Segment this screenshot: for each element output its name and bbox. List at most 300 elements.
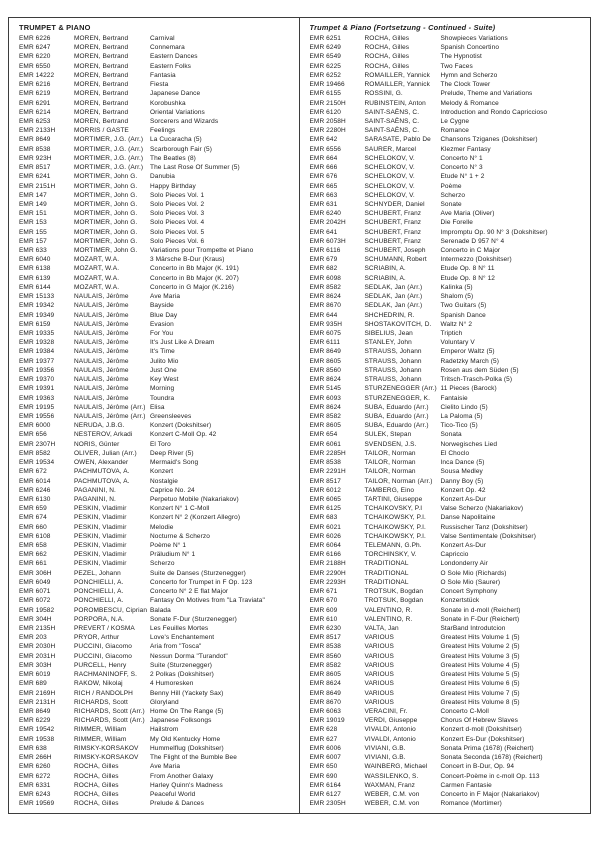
emr-number: EMR 8517 bbox=[309, 477, 342, 485]
emr-number: EMR 8582 bbox=[309, 661, 342, 669]
composer-name: NAULAIS, Jérôme bbox=[74, 385, 129, 393]
catalog-row bbox=[300, 624, 591, 633]
catalog-row bbox=[300, 135, 591, 144]
emr-number: EMR 19195 bbox=[19, 403, 55, 411]
composer-name: TROTSUK, Bogdan bbox=[364, 597, 424, 605]
piece-title: La Cucaracha (5) bbox=[150, 136, 202, 144]
piece-title: Evasion bbox=[150, 320, 174, 328]
piece-title: It's Just Like A Dream bbox=[150, 339, 215, 347]
catalog-row bbox=[9, 403, 299, 412]
piece-title: Hailstrom bbox=[150, 726, 179, 734]
composer-name: SCHELOKOV, V. bbox=[364, 173, 415, 181]
catalog-row bbox=[9, 477, 299, 486]
piece-title: Bayside bbox=[150, 302, 174, 310]
catalog-row bbox=[9, 80, 299, 89]
emr-number: EMR 2030H bbox=[19, 643, 56, 651]
catalog-row bbox=[300, 652, 591, 661]
piece-title: Sonata Seconda (1678) (Reichert) bbox=[440, 754, 543, 762]
composer-name: MORTIMER, John G. bbox=[74, 228, 138, 236]
composer-name: NAULAIS, Jérôme bbox=[74, 311, 129, 319]
catalog-row bbox=[9, 311, 299, 320]
emr-number: EMR 6116 bbox=[309, 247, 341, 255]
piece-title: Blue Day bbox=[150, 311, 178, 319]
emr-number: EMR 14222 bbox=[19, 71, 55, 79]
composer-name: VALENTINO, R. bbox=[364, 606, 413, 614]
composer-name: MORTIMER, J.G. (Arr.) bbox=[74, 136, 144, 144]
piece-title: Ave Maria bbox=[150, 293, 181, 301]
composer-name: ROCHA, Gilles bbox=[364, 35, 410, 42]
composer-name: ROSSINI, G. bbox=[364, 90, 403, 98]
composer-name: TAMBERG, Eino bbox=[364, 486, 415, 494]
catalog-row bbox=[9, 329, 299, 338]
catalog-row bbox=[9, 237, 299, 246]
piece-title: Sonate F-Dur (Sturzenegger) bbox=[150, 615, 237, 623]
catalog-row bbox=[300, 642, 591, 651]
composer-name: PEZEL, Johann bbox=[74, 569, 121, 577]
composer-name: SCHUMANN, Robert bbox=[364, 256, 427, 264]
catalog-row bbox=[300, 762, 591, 771]
composer-name: PESKIN, Vladimir bbox=[74, 542, 127, 550]
emr-number: EMR 8538 bbox=[309, 643, 342, 651]
catalog-row bbox=[9, 486, 299, 495]
piece-title: Melody & Romance bbox=[440, 99, 499, 107]
catalog-row bbox=[300, 191, 591, 200]
catalog-row bbox=[300, 403, 591, 412]
piece-title: Konzert As-Dur bbox=[440, 495, 486, 503]
emr-number: EMR 662 bbox=[19, 551, 47, 559]
piece-title: Concert in B-Dur, Op. 94 bbox=[440, 763, 515, 771]
piece-title: Präludium N° 1 bbox=[150, 551, 196, 559]
catalog-row bbox=[300, 550, 591, 559]
composer-name: SCHELOKOV, V. bbox=[364, 182, 415, 190]
emr-number: EMR 19391 bbox=[19, 385, 55, 393]
catalog-row bbox=[9, 228, 299, 237]
catalog-row bbox=[300, 52, 591, 61]
catalog-row bbox=[300, 163, 591, 172]
composer-name: RICHARDS, Scott (Arr.) bbox=[74, 707, 145, 715]
emr-number: EMR 6064 bbox=[309, 542, 342, 550]
piece-title: Key West bbox=[150, 376, 179, 384]
catalog-row bbox=[300, 430, 591, 439]
piece-title: Tico-Tico (5) bbox=[440, 422, 478, 430]
composer-name: SCHUBERT, Franz bbox=[364, 210, 422, 218]
catalog-row bbox=[9, 172, 299, 181]
emr-number: EMR 679 bbox=[309, 256, 338, 264]
emr-number: EMR 674 bbox=[19, 514, 47, 522]
composer-name: SCHNYDER, Daniel bbox=[364, 200, 425, 208]
piece-title: Concerto N° 1 bbox=[440, 154, 483, 162]
emr-number: EMR 6098 bbox=[309, 274, 342, 282]
emr-number: EMR 6021 bbox=[309, 523, 342, 531]
catalog-row bbox=[9, 191, 299, 200]
catalog-row bbox=[300, 394, 591, 403]
composer-name: PESKIN, Vladimir bbox=[74, 514, 127, 522]
composer-name: NAULAIS, Jérôme (Arr.) bbox=[74, 403, 146, 411]
emr-number: EMR 6065 bbox=[309, 495, 342, 503]
catalog-row bbox=[300, 89, 591, 98]
emr-number: EMR 2305H bbox=[309, 800, 346, 808]
composer-name: MORTIMER, John G. bbox=[74, 200, 138, 208]
composer-name: RIMSKY-KORSAKOV bbox=[74, 754, 139, 762]
piece-title: Julito Mio bbox=[150, 357, 179, 365]
emr-number: EMR 6550 bbox=[19, 62, 51, 70]
piece-title: Home On The Range (5) bbox=[150, 707, 224, 715]
piece-title: Happy Birthday bbox=[150, 182, 196, 190]
piece-title: Greatest Hits Volume 4 (5) bbox=[440, 661, 520, 669]
catalog-row bbox=[9, 689, 299, 698]
emr-number: EMR 2131H bbox=[19, 698, 56, 706]
composer-name: MOREN, Bertrand bbox=[74, 81, 129, 89]
composer-name: VIVALDI, Antonio bbox=[364, 726, 416, 734]
piece-title: Concert Symphony bbox=[440, 588, 498, 596]
emr-number: EMR 19019 bbox=[309, 717, 345, 725]
piece-title: Elisa bbox=[150, 403, 165, 411]
emr-number: EMR 663 bbox=[309, 191, 338, 199]
piece-title: La Paloma (5) bbox=[440, 412, 483, 420]
composer-name: PESKIN, Vladimir bbox=[74, 551, 127, 559]
emr-number: EMR 19356 bbox=[19, 366, 55, 374]
catalog-row bbox=[300, 449, 591, 458]
composer-name: MORTIMER, J.G. (Arr.) bbox=[74, 164, 144, 172]
emr-number: EMR 631 bbox=[309, 200, 338, 208]
piece-title: Sonate in d-moll (Reichert) bbox=[440, 606, 521, 614]
catalog-row bbox=[300, 172, 591, 181]
catalog-row bbox=[300, 71, 591, 80]
catalog-row bbox=[9, 99, 299, 108]
composer-name: VERDI, Giuseppe bbox=[364, 717, 418, 725]
piece-title: Prelude & Dances bbox=[150, 800, 204, 808]
piece-title: Scherzo bbox=[150, 560, 175, 568]
emr-number: EMR 689 bbox=[19, 680, 47, 688]
emr-number: EMR 8624 bbox=[309, 293, 342, 301]
composer-name: NAULAIS, Jérôme bbox=[74, 293, 129, 301]
composer-name: ROCHA, Gilles bbox=[74, 800, 119, 808]
composer-name: NAULAIS, Jérôme bbox=[74, 357, 129, 365]
piece-title: Melodie bbox=[150, 523, 174, 531]
emr-number: EMR 6012 bbox=[309, 486, 342, 494]
piece-title: Inca Dance (5) bbox=[440, 459, 485, 467]
piece-title: Deep River (5) bbox=[150, 449, 194, 457]
piece-title: 4 Humoresken bbox=[150, 680, 194, 688]
piece-title: Concerto in Bb Major (K. 207) bbox=[150, 274, 239, 282]
piece-title: Radetzky March (5) bbox=[440, 357, 500, 365]
emr-number: EMR 658 bbox=[19, 542, 47, 550]
piece-title: The Hypnotist bbox=[440, 53, 482, 61]
piece-title: Carnival bbox=[150, 35, 175, 42]
catalog-row bbox=[9, 34, 299, 43]
emr-number: EMR 6164 bbox=[309, 781, 342, 789]
composer-name: SCRIABIN, A. bbox=[364, 265, 406, 273]
emr-number: EMR 266H bbox=[19, 754, 52, 762]
catalog-row bbox=[9, 550, 299, 559]
composer-name: ROCHA, Gilles bbox=[74, 790, 119, 798]
catalog-row bbox=[9, 154, 299, 163]
piece-title: Love's Enchantement bbox=[150, 634, 215, 642]
emr-number: EMR 6138 bbox=[19, 265, 51, 273]
piece-title: Showpieces Variations bbox=[440, 35, 508, 42]
composer-name: RIMMER, William bbox=[74, 726, 127, 734]
catalog-row bbox=[300, 559, 591, 568]
emr-number: EMR 8605 bbox=[309, 671, 342, 679]
composer-name: MOREN, Bertrand bbox=[74, 71, 129, 79]
composer-name: PAGANINI, N. bbox=[74, 486, 116, 494]
catalog-row bbox=[300, 154, 591, 163]
composer-name: VARIOUS bbox=[364, 661, 394, 669]
composer-name: TRADITIONAL bbox=[364, 578, 409, 586]
composer-name: VARIOUS bbox=[364, 634, 394, 642]
composer-name: ROCHA, Gilles bbox=[364, 53, 410, 61]
piece-title: Etude N° 1 + 2 bbox=[440, 173, 485, 181]
piece-title: Harley Quinn's Madness bbox=[150, 781, 223, 789]
catalog-row bbox=[9, 458, 299, 467]
catalog-row bbox=[9, 274, 299, 283]
piece-title: It's Time bbox=[150, 348, 175, 356]
composer-name: STRAUSS, Johann bbox=[364, 357, 422, 365]
catalog-row bbox=[9, 89, 299, 98]
composer-name: MOREN, Bertrand bbox=[74, 53, 129, 61]
catalog-row bbox=[300, 255, 591, 264]
catalog-row bbox=[9, 569, 299, 578]
composer-name: SAINT-SAËNS, C. bbox=[364, 127, 420, 135]
emr-number: EMR 6225 bbox=[309, 62, 342, 70]
piece-title: Solo Pieces Vol. 4 bbox=[150, 219, 205, 227]
composer-name: VIVIANI, G.B. bbox=[364, 754, 406, 762]
piece-title: Greatest Hits Volume 7 (5) bbox=[440, 689, 520, 697]
emr-number: EMR 153 bbox=[19, 219, 47, 227]
composer-name: NAULAIS, Jérôme (Arr.) bbox=[74, 412, 146, 420]
emr-number: EMR 6063 bbox=[309, 707, 342, 715]
composer-name: NAULAIS, Jérôme bbox=[74, 330, 129, 337]
composer-name: TAILOR, Norman bbox=[364, 468, 416, 476]
piece-title: StarBand Introdutcion bbox=[440, 625, 506, 632]
piece-title: Capriccio bbox=[440, 551, 469, 559]
emr-number: EMR 8649 bbox=[309, 348, 342, 356]
composer-name: PESKIN, Vladimir bbox=[74, 560, 127, 568]
piece-title: Sonata bbox=[440, 431, 462, 439]
catalog-row bbox=[9, 62, 299, 71]
catalog-row bbox=[9, 523, 299, 532]
emr-number: EMR 633 bbox=[19, 247, 47, 255]
catalog-row bbox=[9, 163, 299, 172]
composer-name: SCHUBERT, Joseph bbox=[364, 247, 426, 255]
catalog-row bbox=[300, 596, 591, 605]
emr-number: EMR 8670 bbox=[309, 302, 342, 310]
composer-name: ROCHA, Gilles bbox=[364, 62, 410, 70]
piece-title: Cielito Lindo (5) bbox=[440, 403, 488, 411]
catalog-row bbox=[300, 440, 591, 449]
composer-name: MOZART, W.A. bbox=[74, 265, 120, 273]
emr-number: EMR 2042H bbox=[309, 219, 346, 227]
piece-title: Japanese Dance bbox=[150, 90, 201, 98]
catalog-row bbox=[9, 799, 299, 808]
catalog-row bbox=[9, 394, 299, 403]
emr-number: EMR 682 bbox=[309, 265, 338, 273]
catalog-row bbox=[300, 108, 591, 117]
catalog-row bbox=[9, 642, 299, 651]
piece-title: Chansons Tziganes (Dokshitser) bbox=[440, 136, 538, 144]
catalog-row bbox=[9, 301, 299, 310]
composer-name: TCHAIKOWSKY, P.I. bbox=[364, 514, 426, 522]
composer-name: SCHUBERT, Franz bbox=[364, 228, 422, 236]
catalog-row bbox=[9, 200, 299, 209]
emr-number: EMR 6229 bbox=[19, 717, 51, 725]
catalog-row bbox=[300, 467, 591, 476]
composer-name: WEBER, C.M. von bbox=[364, 800, 420, 808]
emr-number: EMR 6073H bbox=[309, 237, 346, 245]
piece-title: Waltz N° 2 bbox=[440, 320, 473, 328]
composer-name: ROCHA, Gilles bbox=[74, 772, 119, 780]
piece-title: Greatest Hits Volume 8 (5) bbox=[440, 698, 520, 706]
emr-number: EMR 6061 bbox=[309, 440, 342, 448]
composer-name: MORTIMER, John G. bbox=[74, 219, 138, 227]
piece-title: Die Forelle bbox=[440, 219, 474, 227]
composer-name: MOREN, Bertrand bbox=[74, 108, 129, 116]
composer-name: NERUDA, J.B.G. bbox=[74, 422, 125, 430]
catalog-row bbox=[300, 412, 591, 421]
catalog-row bbox=[300, 117, 591, 126]
composer-name: NAULAIS, Jérôme bbox=[74, 339, 129, 347]
catalog-row bbox=[9, 145, 299, 154]
emr-number: EMR 15133 bbox=[19, 293, 55, 301]
catalog-row bbox=[9, 108, 299, 117]
catalog-row bbox=[9, 670, 299, 679]
composer-name: PRYOR, Arthur bbox=[74, 634, 120, 642]
emr-number: EMR 6040 bbox=[19, 256, 51, 264]
composer-name: MOREN, Bertrand bbox=[74, 35, 129, 42]
piece-title: Konzert Op. 42 bbox=[440, 486, 486, 494]
catalog-row bbox=[300, 320, 591, 329]
composer-name: SCRIABIN, A. bbox=[364, 274, 406, 282]
catalog-row bbox=[9, 513, 299, 522]
composer-name: MOZART, W.A. bbox=[74, 274, 120, 282]
emr-number: EMR 155 bbox=[19, 228, 47, 236]
catalog-row bbox=[9, 421, 299, 430]
emr-number: EMR 19384 bbox=[19, 348, 55, 356]
piece-title: Romance (Mortimer) bbox=[440, 800, 502, 808]
piece-title: Hymn and Scherzo bbox=[440, 71, 498, 79]
piece-title: Greatest Hits Volume 2 (5) bbox=[440, 643, 520, 651]
emr-number: EMR 19363 bbox=[19, 394, 55, 402]
composer-name: NAULAIS, Jérôme bbox=[74, 376, 129, 384]
piece-title: Valse Sentimentale (Dokshitser) bbox=[440, 532, 536, 540]
composer-name: PACHMUTOVA, A. bbox=[74, 468, 130, 476]
emr-number: EMR 6252 bbox=[309, 71, 342, 79]
catalog-row bbox=[300, 541, 591, 550]
composer-name: VARIOUS bbox=[364, 698, 394, 706]
piece-title: Russischer Tanz (Dokshitser) bbox=[440, 523, 528, 531]
emr-number: EMR 8517 bbox=[19, 164, 51, 172]
composer-name: SHCHEDRIN, R. bbox=[364, 311, 415, 319]
catalog-row bbox=[9, 209, 299, 218]
composer-name: MORTIMER, John G. bbox=[74, 191, 138, 199]
piece-title: Le Cygne bbox=[440, 117, 470, 125]
piece-title: O Sole Mio (Saurer) bbox=[440, 578, 501, 586]
piece-title: Klezmer Fantasy bbox=[440, 145, 491, 153]
piece-title: Konzert Es-Dur (Dokshitser) bbox=[440, 735, 525, 743]
emr-number: EMR 8624 bbox=[309, 403, 342, 411]
emr-number: EMR 628 bbox=[309, 726, 338, 734]
piece-title: My Old Kentucky Home bbox=[150, 735, 221, 743]
composer-name: VARIOUS bbox=[364, 652, 394, 660]
composer-name: MORTIMER, John G. bbox=[74, 237, 138, 245]
catalog-row bbox=[300, 126, 591, 135]
piece-title: Oriental Variations bbox=[150, 108, 205, 116]
catalog-row bbox=[300, 615, 591, 624]
piece-title: Shalom (5) bbox=[440, 293, 474, 301]
emr-number: EMR 6144 bbox=[19, 283, 51, 291]
catalog-row bbox=[9, 384, 299, 393]
composer-name: STRAUSS, Johann bbox=[364, 366, 422, 374]
piece-title: Konzert d-moll (Dokshitser) bbox=[440, 726, 522, 734]
piece-title: Perpetuo Mobile (Nakariakov) bbox=[150, 495, 239, 503]
piece-title: Danse Napolitaine bbox=[440, 514, 496, 522]
emr-number: EMR 690 bbox=[309, 772, 338, 780]
piece-title: The Clock Tower bbox=[440, 81, 491, 89]
catalog-row bbox=[300, 513, 591, 522]
emr-number: EMR 8582 bbox=[309, 412, 342, 420]
emr-number: EMR 8582 bbox=[19, 449, 51, 457]
piece-title: Konzert (Dokshitser) bbox=[150, 422, 212, 430]
emr-number: EMR 2150H bbox=[309, 99, 346, 107]
piece-title: Tritsch-Trasch-Polka (5) bbox=[440, 376, 513, 384]
piece-title: The Beatles (8) bbox=[150, 154, 196, 162]
left-column-rows bbox=[9, 34, 299, 808]
catalog-row bbox=[9, 716, 299, 725]
catalog-row bbox=[9, 292, 299, 301]
piece-title: Danubia bbox=[150, 173, 175, 181]
catalog-row bbox=[9, 430, 299, 439]
piece-title: Sonate bbox=[440, 200, 462, 208]
catalog-row bbox=[300, 486, 591, 495]
catalog-row bbox=[300, 283, 591, 292]
piece-title: Concerto in Bb Major (K. 191) bbox=[150, 265, 239, 273]
emr-number: EMR 923H bbox=[19, 154, 52, 162]
piece-title: Solo Pieces Vol. 5 bbox=[150, 228, 205, 236]
emr-number: EMR 6214 bbox=[19, 108, 51, 116]
piece-title: 2 Polkas (Dokshitser) bbox=[150, 671, 214, 679]
catalog-row bbox=[9, 440, 299, 449]
emr-number: EMR 2290H bbox=[309, 569, 346, 577]
composer-name: SCHELOKOV, V. bbox=[364, 191, 415, 199]
emr-number: EMR 19349 bbox=[19, 311, 55, 319]
piece-title: Impromptu Op. 90 N° 3 (Dokshitser) bbox=[440, 228, 548, 236]
piece-title: For You bbox=[150, 330, 174, 337]
emr-number: EMR 2285H bbox=[309, 449, 346, 457]
emr-number: EMR 6220 bbox=[19, 53, 51, 61]
composer-name: MOZART, W.A. bbox=[74, 283, 120, 291]
piece-title: Connemara bbox=[150, 44, 185, 52]
catalog-row bbox=[9, 338, 299, 347]
catalog-row bbox=[9, 661, 299, 670]
composer-name: TCHAIKOWSKY, P.I. bbox=[364, 532, 426, 540]
piece-title: Carmen Fantasie bbox=[440, 781, 492, 789]
left-column bbox=[9, 18, 300, 813]
piece-title: Konzert N° 2 (Konzert Allegro) bbox=[150, 514, 241, 522]
emr-number: EMR 8649 bbox=[309, 689, 342, 697]
emr-number: EMR 6291 bbox=[19, 99, 51, 107]
composer-name: SULEK, Stepan bbox=[364, 431, 412, 439]
composer-name: PURCELL, Henry bbox=[74, 661, 127, 669]
emr-number: EMR 654 bbox=[309, 431, 338, 439]
emr-number: EMR 19538 bbox=[19, 735, 55, 743]
catalog-row bbox=[300, 716, 591, 725]
emr-number: EMR 672 bbox=[19, 468, 47, 476]
composer-name: OLIVER, Julian (Arr.) bbox=[74, 449, 137, 457]
catalog-row bbox=[300, 661, 591, 670]
piece-title: El Choclo bbox=[440, 449, 470, 457]
catalog-row bbox=[9, 264, 299, 273]
catalog-row bbox=[9, 587, 299, 596]
